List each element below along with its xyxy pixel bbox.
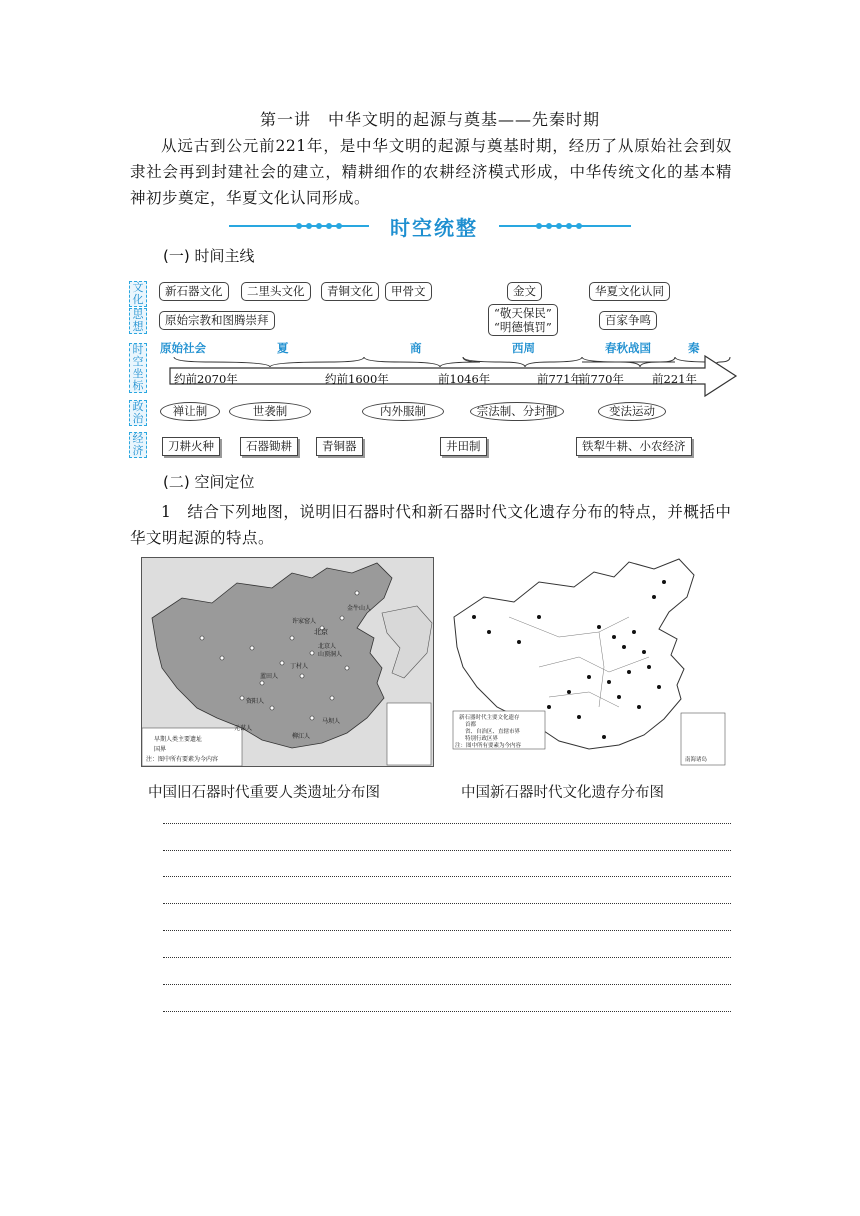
answer-line[interactable] <box>163 1011 731 1012</box>
politics-item: 内外服制 <box>362 402 444 421</box>
map2-inset-label: 南海诸岛 <box>685 757 708 763</box>
thought-item <box>488 304 558 336</box>
culture-item: 金文 <box>507 282 542 301</box>
map1-label: 元谋人 <box>234 725 253 732</box>
thought-item: 百家争鸣 <box>599 311 657 330</box>
era-label: 春秋战国 <box>605 341 651 355</box>
politics-item: 世袭制 <box>229 402 311 421</box>
culture-item: 青铜文化 <box>321 282 379 301</box>
culture-item: 甲骨文 <box>385 282 432 301</box>
row-label-politics: 政治 <box>129 400 147 426</box>
map1-caption: 中国旧石器时代重要人类遗址分布图 <box>148 785 380 801</box>
answer-line[interactable] <box>163 850 731 851</box>
thought-item: 原始宗教和图腾崇拜 <box>159 311 275 330</box>
map1-legend: 早期人类主要遗址 <box>154 736 203 743</box>
answer-line[interactable] <box>163 823 731 824</box>
economy-item: 青铜器 <box>316 437 363 456</box>
map2-legend: 新石器时代主要文化遗存 <box>459 715 520 721</box>
answer-line[interactable] <box>163 957 731 958</box>
map1-label: 丁村人 <box>290 663 309 670</box>
map1-label: 山顶洞人 <box>318 651 343 658</box>
map1-legend: 国界 <box>154 746 167 753</box>
economy-item: 井田制 <box>440 437 487 456</box>
politics-item: 禅让制 <box>160 402 220 421</box>
culture-item: 二里头文化 <box>241 282 311 301</box>
thought-line: “敬天保民” <box>494 306 552 320</box>
era-label: 夏 <box>277 341 289 355</box>
section-banner <box>229 212 631 240</box>
timeline-date: 约前2070年 <box>174 372 238 386</box>
timeline-date: 前770年 <box>579 372 624 386</box>
row-label-thought: 思想 <box>129 308 147 334</box>
china-map-2-icon <box>449 557 729 769</box>
era-label: 秦 <box>688 341 700 355</box>
answer-line[interactable] <box>163 876 731 877</box>
map2-legend: 注：图中所有要素为今内容 <box>455 743 522 749</box>
timeline-date: 约前1600年 <box>325 372 389 386</box>
answer-line[interactable] <box>163 984 731 985</box>
map1-label-beijing: 北京 <box>314 628 328 636</box>
era-label: 商 <box>410 341 422 355</box>
culture-item: 新石器文化 <box>159 282 229 301</box>
economy-item: 刀耕火种 <box>162 437 220 456</box>
map1-label: 许家窑人 <box>292 618 317 625</box>
politics-item: 变法运动 <box>598 402 666 421</box>
row-label-culture: 文化 <box>129 281 147 307</box>
timeline-date: 前221年 <box>652 372 697 386</box>
economy-item: 石器锄耕 <box>240 437 298 456</box>
map1-label: 金牛山人 <box>347 605 372 612</box>
map2-legend: 省、自治区、直辖市界 <box>465 729 521 735</box>
politics-item: 宗法制、分封制 <box>470 402 564 421</box>
banner-title: 时空统整 <box>390 216 478 240</box>
banner-dots-right-icon <box>529 219 589 233</box>
map2-legend: 特别行政区界 <box>465 736 499 742</box>
page-title: 第一讲 中华文明的起源与奠基——先秦时期 <box>259 110 600 129</box>
map1-label: 蓝田人 <box>260 673 279 680</box>
map1-label: 北京人 <box>318 643 337 650</box>
map1-label: 马坝人 <box>322 718 341 725</box>
map2-caption: 中国新石器时代文化遗存分布图 <box>461 785 664 801</box>
culture-item: 华夏文化认同 <box>589 282 670 301</box>
thought-line: “明德慎罚” <box>494 320 552 334</box>
map1-legend: 注：图中所有要素为今内容 <box>146 756 219 763</box>
question-text: 1 结合下列地图，说明旧石器时代和新石器时代文化遗存分布的特点，并概括中华文明起源的特点。 <box>130 503 732 547</box>
map-paleolithic <box>141 557 434 767</box>
answer-line[interactable] <box>163 930 731 931</box>
section-heading-space: (二) 空间定位 <box>163 473 255 491</box>
map1-label: 柳江人 <box>292 733 311 740</box>
banner-dots-left-icon <box>289 219 349 233</box>
china-map-1-icon <box>142 558 433 766</box>
map-neolithic <box>449 557 729 769</box>
map2-legend: 首都 <box>465 722 477 728</box>
era-label: 原始社会 <box>160 341 206 355</box>
era-label: 西周 <box>512 341 535 355</box>
timeline-date: 前771年 <box>537 372 582 386</box>
row-label-coords: 时空坐标 <box>129 343 147 393</box>
answer-line[interactable] <box>163 903 731 904</box>
economy-item: 铁犁牛耕、小农经济 <box>576 437 692 456</box>
intro-paragraph: 从远古到公元前221年，是中华文明的起源与奠基时期，经历了从原始社会到奴隶社会再到封建社会的建立，精耕细作的农耕经济模式形成，中华传统文化的基本精神初步奠定，华夏文化认同形成。 <box>130 137 732 207</box>
section-heading-timeline: (一) 时间主线 <box>163 247 255 265</box>
map1-label: 资阳人 <box>246 698 265 705</box>
row-label-economy: 经济 <box>129 432 147 458</box>
timeline-date: 前1046年 <box>438 372 491 386</box>
